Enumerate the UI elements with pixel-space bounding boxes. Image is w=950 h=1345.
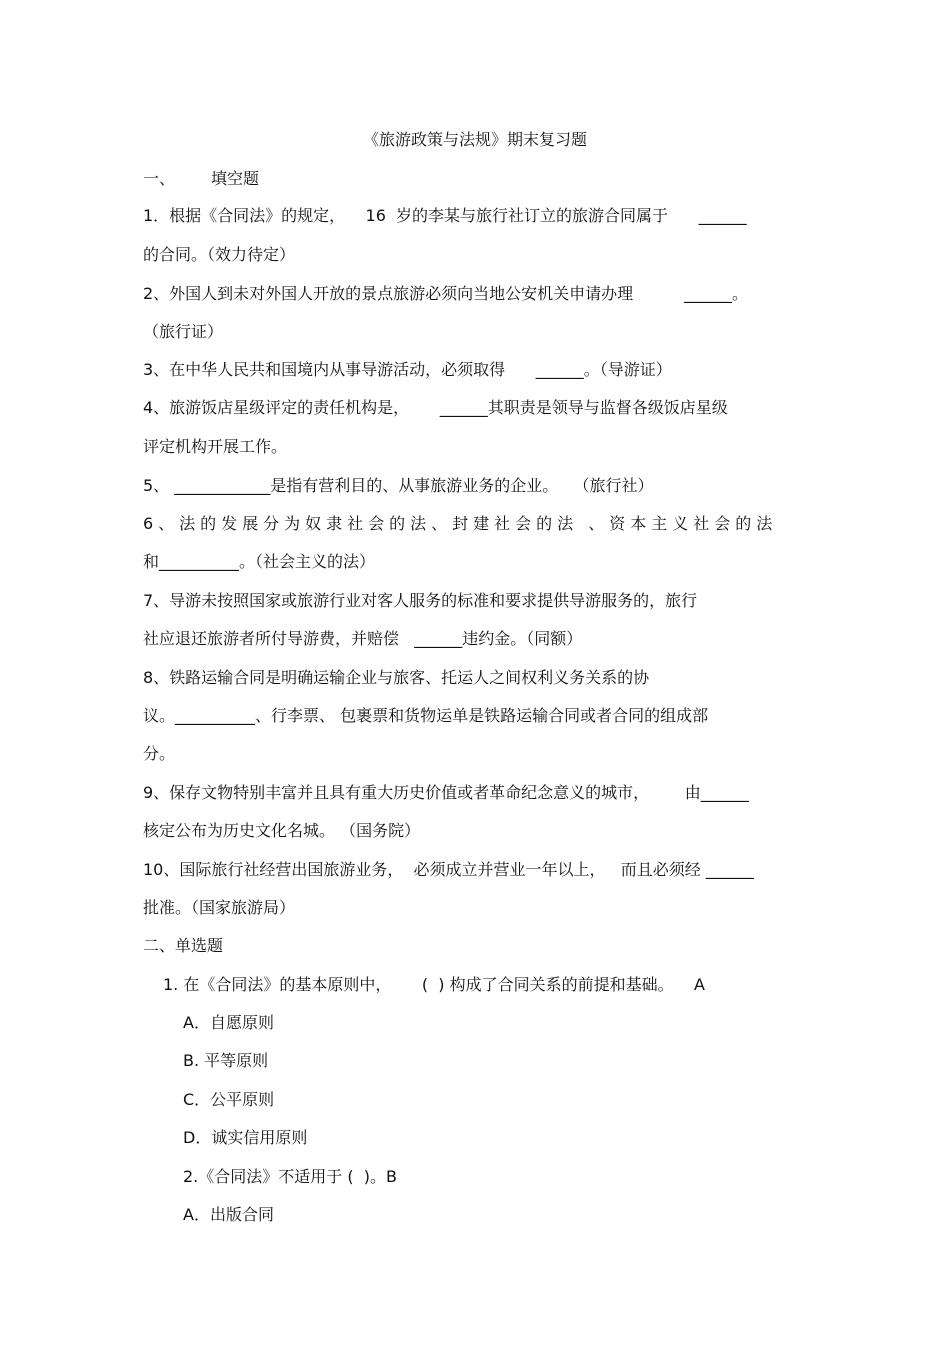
mc-question-2: 2.《合同法》不适用于 ( )。B [183, 1167, 397, 1186]
question-10-line-2: 批准。（国家旅游局） [143, 898, 296, 917]
mc-question-1: 1. 在《合同法》的基本原则中， ( ) 构成了合同关系的前提和基础。 A [163, 975, 705, 994]
section-1-number: 一、 [143, 169, 176, 188]
question-2-line-2: （旅行证） [143, 322, 224, 341]
question-9-line-2: 核定公布为历史文化名城。 （国务院） [143, 821, 421, 840]
question-6-line-2: 和__________。（社会主义的法） [143, 552, 376, 571]
mc-2-option-a: A．出版合同 [183, 1205, 274, 1224]
section-1-heading: 填空题 [211, 169, 260, 188]
mc-1-option-b: B. 平等原则 [183, 1051, 269, 1070]
question-4-line-2: 评定机构开展工作。 [143, 437, 288, 456]
question-7-line-2: 社应退还旅游者所付导游费，并赔偿 ______违约金。（同额） [143, 629, 583, 648]
question-9-line-1: 9、保存文物特别丰富并且具有重大历史价值或者革命纪念意义的城市， 由______ [143, 783, 749, 802]
mc-1-option-a: A．自愿原则 [183, 1013, 274, 1032]
question-3-line-1: 3、在中华人民共和国境内从事导游活动，必须取得 ______。（导游证） [143, 360, 672, 379]
question-10-line-1: 10、国际旅行社经营出国旅游业务， 必须成立并营业一年以上， 而且必须经 ______ [143, 860, 754, 879]
question-8-line-1: 8、铁路运输合同是明确运输企业与旅客、托运人之间权利义务关系的协 [143, 668, 650, 687]
mc-1-option-d: D．诚实信用原则 [183, 1128, 308, 1147]
question-8-line-2: 议。__________、行李票、 包裹票和货物运单是铁路运输合同或者合同的组成部 [143, 706, 709, 725]
question-6-line-1: 6、法的发展分为奴隶社会的法、封建社会的法 、资本主义社会的法 [143, 514, 778, 533]
mc-1-option-c: C．公平原则 [183, 1090, 275, 1109]
section-2-heading: 二、单选题 [143, 936, 224, 955]
question-1-line-2: 的合同。（效力待定） [143, 245, 296, 264]
question-7-line-1: 7、导游未按照国家或旅游行业对客人服务的标准和要求提供导游服务的，旅行 [143, 591, 698, 610]
question-2-line-1: 2、外国人到未对外国人开放的景点旅游必须向当地公安机关申请办理 ______。 [143, 284, 749, 303]
question-8-line-3: 分。 [143, 744, 176, 763]
question-4-line-1: 4、旅游饭店星级评定的责任机构是， ______其职责是领导与监督各级饭店星级 [143, 398, 728, 417]
question-1-line-1: 1．根据《合同法》的规定， 16 岁的李某与旅行社订立的旅游合同属于 ______ [143, 206, 747, 225]
question-5-line-1: 5、 ____________是指有营利目的、从事旅游业务的企业。 （旅行社） [143, 476, 654, 495]
document-title: 《旅游政策与法规》期末复习题 [362, 130, 587, 149]
